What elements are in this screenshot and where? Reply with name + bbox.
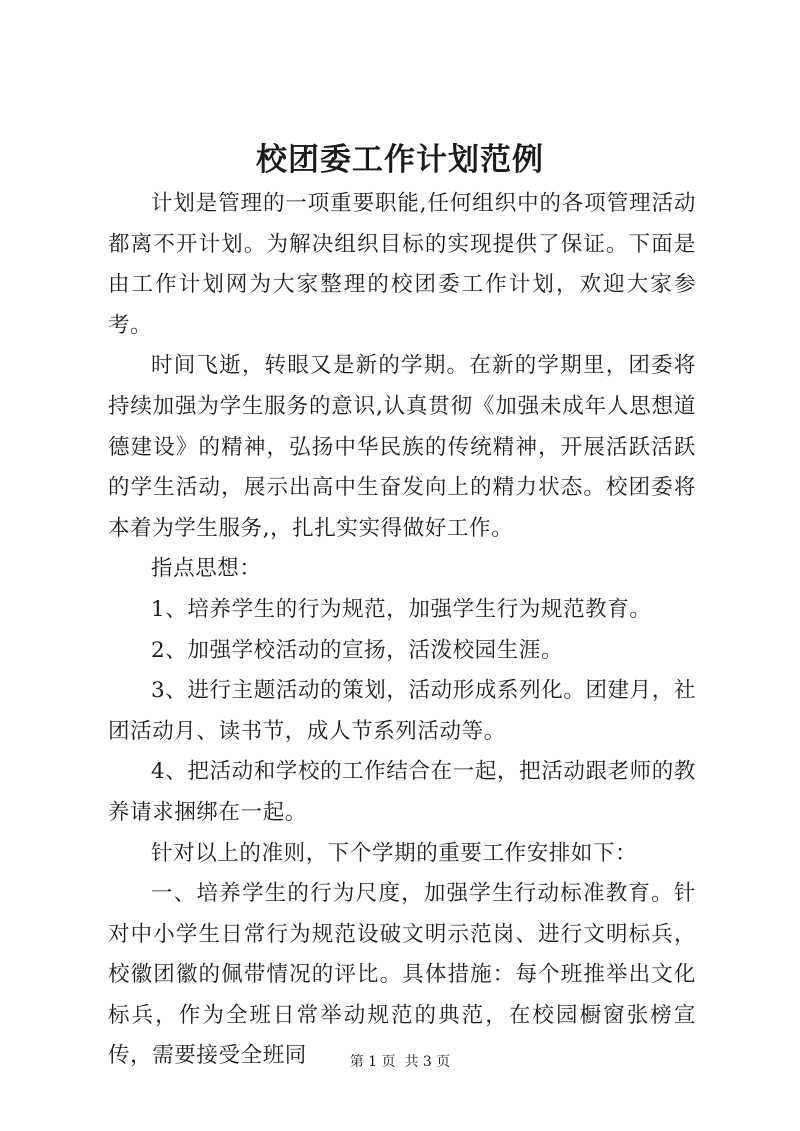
paragraph-item-2: 2、加强学校活动的宣扬，活泼校园生涯。 [151, 637, 564, 663]
paragraph-guiding-thought-heading: 指点思想： [151, 556, 262, 582]
page-number: 第 1 页 [349, 1054, 396, 1070]
page-total: 共 3 页 [404, 1054, 451, 1070]
document-body [108, 184, 696, 1077]
page-footer [0, 1052, 800, 1072]
paragraph-intro: 计划是管理的一项重要职能,任何组织中的各项管理活动都离不开计划。为解决组织目标的实现提供了保证。下面是由工作计划网为大家整理的校团委工作计划，欢迎大家参考。 [108, 191, 696, 338]
page-title: 校团委工作计划范例 [256, 142, 544, 178]
paragraph-background: 时间飞逝，转眼又是新的学期。在新的学期里，团委将持续加强为学生服务的意识,认真贯彻《加强未成年人思想道德建设》的精神，弘扬中华民族的传统精神，开展活跃活跃的学生活动，展示出高中生奋发向上的精力状态。校团委将本着为学生服务,，扎扎实实得做好工作。 [108, 353, 696, 541]
paragraph-section-1: 一、培养学生的行为尺度，加强学生行动标准教育。针对中小学生日常行为规范设破文明示范岗、进行文明标兵，校徽团徽的佩带情况的评比。具体措施：每个班推举出文化标兵，作为全班日常举动规范的典范，在校园橱窗张榜宣传，需要接受全班同 [108, 881, 696, 1069]
paragraph-plan-intro: 针对以上的准则，下个学期的重要工作安排如下： [151, 840, 638, 866]
paragraph-item-1: 1、培养学生的行为规范，加强学生行为规范教育。 [151, 596, 652, 622]
paragraph-item-4: 4、把活动和学校的工作结合在一起，把活动跟老师的教养请求捆绑在一起。 [108, 759, 696, 825]
paragraph-item-3: 3、进行主题活动的策划，活动形成系列化。团建月，社团活动月、读书节，成人节系列活动等。 [108, 678, 696, 744]
